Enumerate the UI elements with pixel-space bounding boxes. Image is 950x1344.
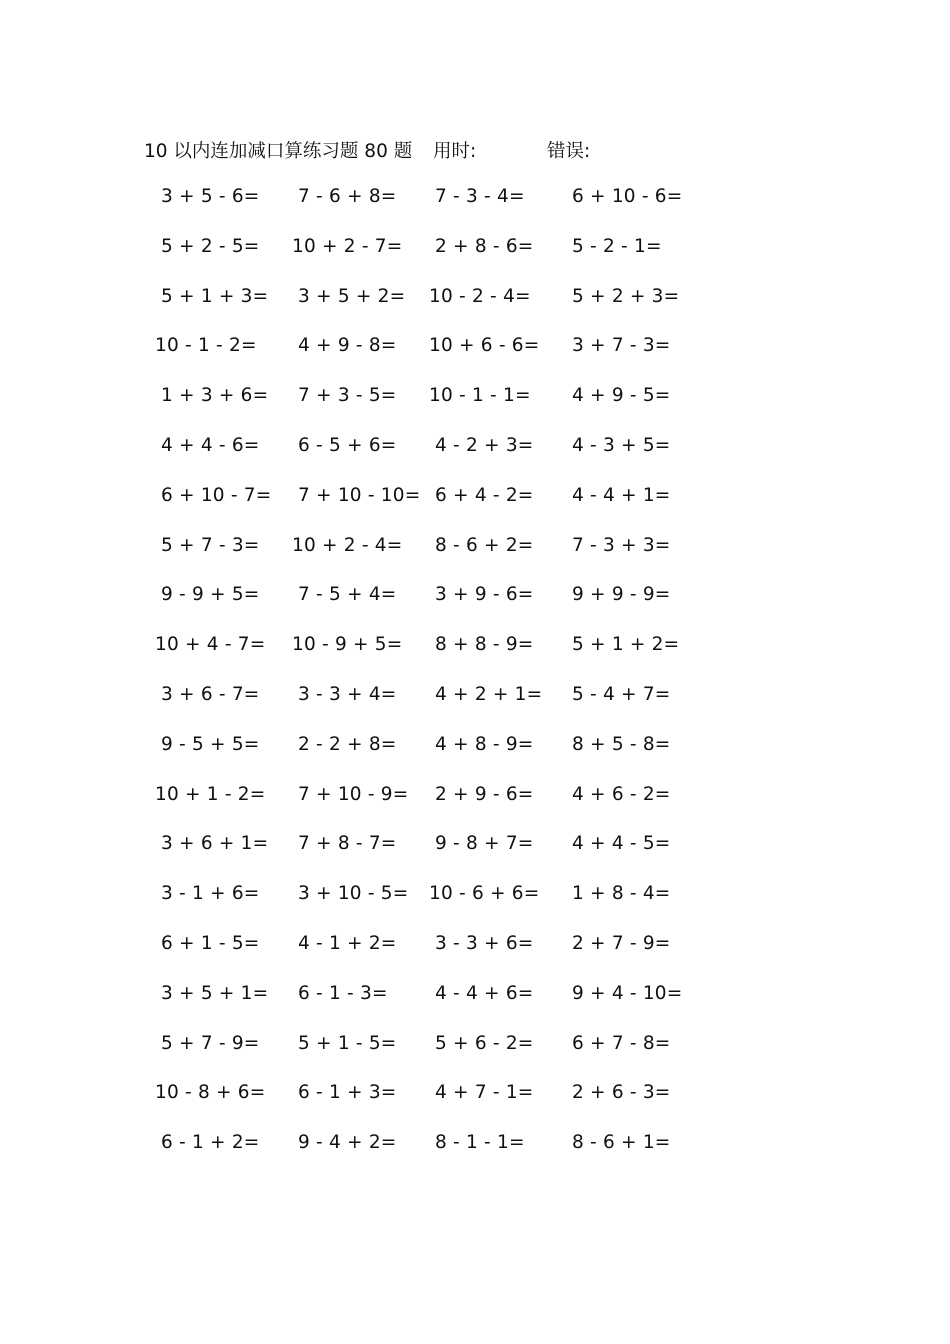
problem-item: 8 + 8 - 9= <box>435 634 534 656</box>
problem-row <box>0 1029 950 1079</box>
problem-row <box>0 331 950 381</box>
problem-row <box>0 431 950 481</box>
problem-item: 7 + 3 - 5= <box>298 385 397 407</box>
problem-item: 5 + 2 + 3= <box>572 285 680 307</box>
problem-item: 4 + 4 - 6= <box>161 434 260 456</box>
problem-item: 7 + 10 - 9= <box>298 783 409 805</box>
problem-row <box>0 730 950 780</box>
problem-item: 4 - 1 + 2= <box>298 932 397 954</box>
problem-item: 9 - 4 + 2= <box>298 1132 397 1154</box>
problem-item: 7 - 5 + 4= <box>298 584 397 606</box>
problem-item: 9 + 4 - 10= <box>572 982 683 1004</box>
problem-item: 3 + 6 - 7= <box>161 683 260 705</box>
problem-item: 10 + 6 - 6= <box>429 335 540 357</box>
problem-item: 9 - 8 + 7= <box>435 833 534 855</box>
problem-row <box>0 282 950 332</box>
worksheet-title: 10 以内连加减口算练习题 80 题 <box>144 141 413 162</box>
problem-row <box>0 381 950 431</box>
problem-item: 4 - 4 + 6= <box>435 982 534 1004</box>
problem-item: 7 + 8 - 7= <box>298 833 397 855</box>
problem-item: 2 + 7 - 9= <box>572 932 671 954</box>
problem-item: 6 + 10 - 7= <box>161 484 272 506</box>
problem-item: 6 - 1 + 3= <box>298 1082 397 1104</box>
problem-item: 5 + 7 - 3= <box>161 534 260 556</box>
problem-item: 2 + 8 - 6= <box>435 235 534 257</box>
problem-item: 5 - 2 - 1= <box>572 235 662 257</box>
problem-row <box>0 780 950 830</box>
problem-item: 3 + 5 + 2= <box>298 285 406 307</box>
problem-item: 10 - 8 + 6= <box>155 1082 266 1104</box>
problem-item: 7 - 3 - 4= <box>435 186 525 207</box>
problem-item: 6 - 1 + 2= <box>161 1132 260 1154</box>
problem-item: 8 - 6 + 1= <box>572 1132 671 1154</box>
problem-item: 3 - 3 + 4= <box>298 683 397 705</box>
problem-item: 4 + 7 - 1= <box>435 1082 534 1104</box>
problem-item: 10 - 6 + 6= <box>429 883 540 905</box>
problem-item: 10 - 2 - 4= <box>429 285 531 307</box>
problem-row <box>0 232 950 282</box>
problem-row <box>0 630 950 680</box>
problem-row <box>0 929 950 979</box>
problem-item: 3 + 9 - 6= <box>435 584 534 606</box>
problem-item: 5 + 7 - 9= <box>161 1032 260 1054</box>
problem-item: 1 + 8 - 4= <box>572 883 671 905</box>
problem-grid <box>0 182 950 1178</box>
problem-item: 9 - 9 + 5= <box>161 584 260 606</box>
problem-item: 10 - 9 + 5= <box>292 634 403 656</box>
problem-item: 10 - 1 - 2= <box>155 335 257 357</box>
problem-item: 6 + 4 - 2= <box>435 484 534 506</box>
problem-item: 10 + 1 - 2= <box>155 783 266 805</box>
problem-item: 5 + 6 - 2= <box>435 1032 534 1054</box>
problem-item: 8 - 1 - 1= <box>435 1132 525 1154</box>
problem-item: 2 + 9 - 6= <box>435 783 534 805</box>
problem-item: 5 - 4 + 7= <box>572 683 671 705</box>
problem-item: 4 + 8 - 9= <box>435 733 534 755</box>
problem-item: 6 + 7 - 8= <box>572 1032 671 1054</box>
problem-item: 5 + 2 - 5= <box>161 235 260 257</box>
problem-item: 2 - 2 + 8= <box>298 733 397 755</box>
problem-item: 2 + 6 - 3= <box>572 1082 671 1104</box>
problem-item: 8 - 6 + 2= <box>435 534 534 556</box>
worksheet-header <box>0 137 950 165</box>
problem-item: 10 + 2 - 7= <box>292 235 403 257</box>
problem-item: 3 + 10 - 5= <box>298 883 409 905</box>
problem-item: 6 - 5 + 6= <box>298 434 397 456</box>
problem-item: 10 + 2 - 4= <box>292 534 403 556</box>
problem-item: 6 + 1 - 5= <box>161 932 260 954</box>
problem-item: 4 + 9 - 5= <box>572 385 671 407</box>
problem-row <box>0 879 950 929</box>
problem-item: 4 + 9 - 8= <box>298 335 397 357</box>
problem-item: 4 + 4 - 5= <box>572 833 671 855</box>
problem-item: 4 - 3 + 5= <box>572 434 671 456</box>
problem-item: 3 + 5 - 6= <box>161 186 260 207</box>
problem-item: 3 + 7 - 3= <box>572 335 671 357</box>
problem-item: 1 + 3 + 6= <box>161 385 269 407</box>
problem-item: 5 + 1 + 3= <box>161 285 269 307</box>
problem-item: 3 - 3 + 6= <box>435 932 534 954</box>
problem-row <box>0 182 950 232</box>
problem-item: 4 - 4 + 1= <box>572 484 671 506</box>
problem-row <box>0 1128 950 1178</box>
problem-item: 3 + 5 + 1= <box>161 982 269 1004</box>
problem-item: 10 + 4 - 7= <box>155 634 266 656</box>
problem-item: 9 - 5 + 5= <box>161 733 260 755</box>
problem-item: 4 + 6 - 2= <box>572 783 671 805</box>
problem-row <box>0 531 950 581</box>
problem-item: 4 - 2 + 3= <box>435 434 534 456</box>
problem-item: 9 + 9 - 9= <box>572 584 671 606</box>
time-label: 用时: <box>433 141 477 162</box>
problem-item: 4 + 2 + 1= <box>435 683 543 705</box>
problem-item: 7 + 10 - 10= <box>298 484 421 506</box>
problem-item: 3 + 6 + 1= <box>161 833 269 855</box>
problem-item: 8 + 5 - 8= <box>572 733 671 755</box>
problem-item: 3 - 1 + 6= <box>161 883 260 905</box>
errors-label: 错误: <box>547 141 591 162</box>
problem-item: 5 + 1 - 5= <box>298 1032 397 1054</box>
problem-row <box>0 580 950 630</box>
problem-row <box>0 829 950 879</box>
problem-item: 6 + 10 - 6= <box>572 186 683 207</box>
problem-item: 10 - 1 - 1= <box>429 385 531 407</box>
problem-item: 5 + 1 + 2= <box>572 634 680 656</box>
problem-row <box>0 979 950 1029</box>
problem-item: 7 - 3 + 3= <box>572 534 671 556</box>
problem-item: 6 - 1 - 3= <box>298 982 388 1004</box>
problem-row <box>0 1078 950 1128</box>
problem-item: 7 - 6 + 8= <box>298 186 397 207</box>
problem-row <box>0 481 950 531</box>
problem-row <box>0 680 950 730</box>
